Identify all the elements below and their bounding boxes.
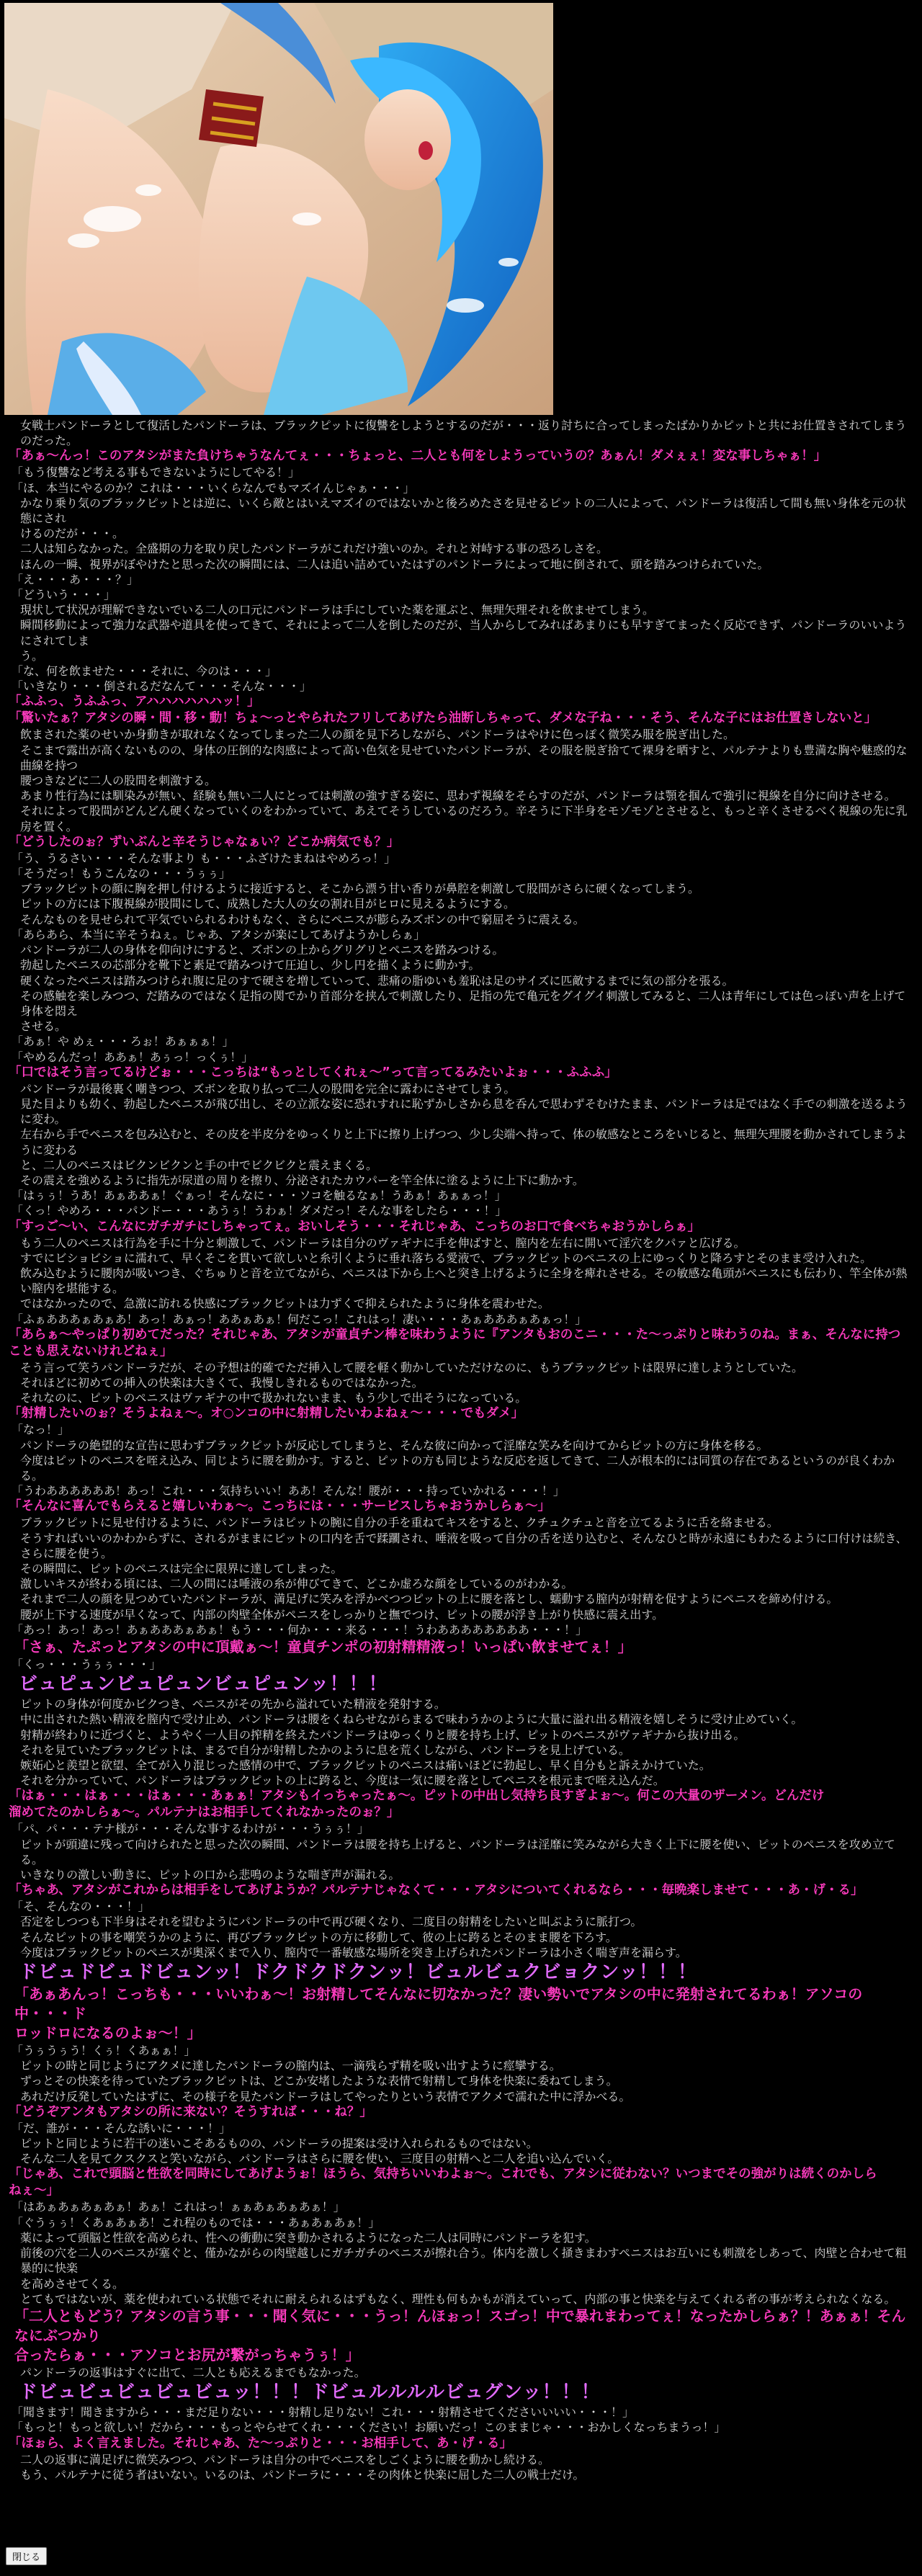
dialogue-line: 「うぅうぅう！くぅ！くあぁぁ！」 [12, 2044, 196, 2058]
dialogue-line: ロッドロになるのよぉ～！」 [14, 2024, 202, 2042]
narration-line: ほんの一瞬、視界がぼやけたと思った次の瞬間には、二人は追い詰めていたはずのパンドーラによって地に倒されて、頭を踏みつけられていた。 [20, 557, 769, 571]
narration-line: 中に出された熱い精液を膣内で受け止め、パンドーラは腰をくねらせながらまるで味わうかのように大量に溢れ出る精液を嬉しそうに受け止めていく。 [20, 1712, 803, 1727]
narration-line: パンドーラの返事はすぐに出て、二人とも応えるまでもなかった。 [20, 2365, 366, 2379]
narration-line: そこまで露出が高くないものの、身体の圧倒的な肉感によって高い色気を見せていたパンドーラが、その服を脱ぎ捨てて裸身を晒すと、パルテナよりも豊満な胸や魅惑的な曲線を持つ [20, 743, 908, 772]
narration-line: そんなものを見せられて平気でいられるわけもなく、さらにペニスが膨らみズボンの中で窮屈そうに震える。 [20, 912, 585, 926]
narration-line: とてもではないが、薬を使われている状態でそれに耐えられるはずもなく、理性も何もかもが消えていって、内部の事と快楽を与えてくれる者の事が考えられなくなる。 [20, 2291, 896, 2306]
dialogue-line: 「パ、パ・・・テナ様が・・・そんな事するわけが・・・うぅぅ！」 [12, 1822, 370, 1836]
narration-line: 二人の返事に満足げに微笑みつつ、パンドーラは自分の中でペニスをしごくように腰を動かし続ける。 [20, 2452, 550, 2467]
narration-line: う。 [20, 648, 44, 663]
narration-line: パンドーラが最後裏く嘲きつつ、ズボンを取り払って二人の股間を完全に露わにさせてしまう。 [20, 1081, 516, 1096]
dialogue-line: 「もっと！もっと欲しい！だから・・・もっとやらせてくれ・・・ください！お願いだっ！このままじゃ・・・おかしくなっちまうっ！」 [12, 2420, 726, 2435]
dialogue-line: 「ふふっ、うふふっ、アハハハハハハッ！」 [9, 694, 260, 710]
narration-line: もう、パルテナに従う者はいない。いるのは、パンドーラに・・・その肉体と快楽に屈した二人の戦士だけ。 [20, 2467, 585, 2482]
dialogue-line: 「ほ、本当にやるのか？これは・・・いくらなんでもマズイんじゃぁ・・・」 [12, 480, 415, 495]
narration-line: 今度はブラックピットのペニスが奥深くまで入り、膣内で一番敏感な場所を突き上げられたパンドーラは小さく喘ぎ声を漏らす。 [20, 1945, 687, 1959]
dialogue-line: 「なっ！」 [12, 1423, 70, 1437]
dialogue-line: 「聞きます！聞きますから・・・まだ足りない・・・射精し足りない！これ・・・射精させてくださいいいい・・・！」 [12, 2405, 635, 2420]
narration-line: ではなかったので、急激に訪れる快感にブラックピットは力ずくで抑えられたように身体を震わせた。 [20, 1297, 550, 1311]
close-button[interactable]: 閉じる [6, 2547, 47, 2565]
narration-line: ずっとその快楽を待っていたブラックピットは、どこか安堵したような表情で射精して身体を快楽に委ねてしまう。 [20, 2074, 618, 2088]
dialogue-line: 「ほぉら、よく言えました。それじゃあ、た～っぷりと・・・お相手して、あ・げ・る」 [9, 2436, 512, 2451]
narration-line: させる。 [20, 1019, 67, 1034]
narration-line: その震えを強めるように指先が尿道の周りを擦り、分泌されたカウパーを竿全体に塗るように上下に動かす。 [20, 1173, 584, 1187]
narration-line: 硬くなったペニスは踏みつけられ腹に足のすで硬さを増していって、悲痛の脂ゆいも羞恥は足のサイズに匹敵するまでに気の部分を張る。 [20, 973, 734, 988]
narration-line: 飲まされた薬のせいか身動きが取れなくなってしまった二人の顔を見下ろしながら、パンドーラはやけに色っぽく微笑み服を脱ぎ出した。 [20, 728, 735, 742]
narration-line: ピットの身体が何度かビクつき、ペニスがその先から溢れていた精液を発射する。 [20, 1697, 446, 1712]
anime-illustration-icon [4, 3, 553, 415]
dialogue-line: 「そんなに喜んでもらえると嬉しいわぁ～。こっちには・・・サービスしちゃおうかしらぁ～」 [9, 1499, 550, 1514]
narration-line: ブラックピットに見せ付けるように、パンドーラはピットの腕に自分の手を重ねてキスをすると、クチュクチュと音を立てるように舌を絡ませる。 [20, 1516, 779, 1530]
narration-line: パンドーラの絶望的な宣告に思わずブラックピットが反応してしまうと、そんな彼に向かって淫靡な笑みを向けてからピットの方に身体を移る。 [20, 1438, 769, 1452]
dialogue-line: 「もう復讐など考える事もできないようにしてやる！」 [12, 465, 300, 480]
narration-line: 勃起したペニスの芯部分を靴下と素足で踏みつけて圧迫し、少し円を描くように動かす。 [20, 958, 480, 972]
sound-effect-line: ドビュドビュドビュンッ！ドクドクドクンッ！ビュルビュクビョクンッ！！！ [19, 1962, 697, 1984]
dialogue-line: 「うわああああああ！あっ！これ・・・気持ちいい！ああ！そんな！腰が・・・持っていかれる・・・！」 [12, 1484, 565, 1498]
dialogue-line: 「驚いたぁ？アタシの瞬・間・移・動！ちょ～っとやられたフリしてあげたら油断しちゃって、ダメな子ね・・・そう、そんな子にはお仕置きしないと」 [9, 711, 877, 726]
dialogue-line: 「あっ！あっ！あっ！あぁあああぁあぁ！もう・・・何か・・・来る・・・！うわああああああああ・・・！」 [12, 1622, 588, 1637]
dialogue-line: 「そうだっ！もうこんなの・・・うぅぅ」 [12, 867, 231, 881]
dialogue-line: 「だ、誰が・・・そんな誘いに・・・！」 [12, 2121, 231, 2135]
dialogue-line: ことも思えないけれどねぇ」 [9, 1343, 173, 1359]
narration-line: すでにビショビショに濡れて、早くそこを貫いて欲しいと糸引くように垂れ落ちる愛液で、ブラックピットのペニスの上にゆっくりと降ろすとそのまま受け入れた。 [20, 1251, 872, 1265]
narration-line: そんな二人を見てクスクスと笑いながら、パンドーラはさらに腰を使い、三度目の射精へと二人を追い込んでいく。 [20, 2152, 619, 2166]
narration-line: かなり乗り気のブラックピットとは逆に、いくら敵とはいえマズイのではないかと後ろめたさを見せるピットの二人によって、パンドーラは復活して間も無い身体を元の状態にされ [20, 496, 906, 526]
narration-line: それなのに、ピットのペニスはヴァギナの中で扱かれないまま、もう少しで出そうになっている。 [20, 1391, 527, 1405]
dialogue-line: 「口ではそう言ってるけどぉ・・・こっちは“もっとしてくれぇ～”って言ってるみたいよぉ・・・ふふふ」 [9, 1065, 617, 1080]
narration-line: もう二人のペニスは行為を手に十分と刺激して、パンドーラは自分のヴァギナに手を伸ばすと、膣内を左右に開いて淫穴をクパァと広げる。 [20, 1235, 746, 1250]
narration-line: ピットと同じように若干の迷いこそあるものの、パンドーラの提案は受け入れられるものではない。 [20, 2137, 538, 2151]
dialogue-line: 「どうぞアンタもアタシの所に来ない？そうすれば・・・ね？」 [9, 2104, 372, 2119]
narration-line: 嫉妬心と羨望と欲望、全てが入り混じった感情の中で、ブラックピットのペニスは痛いほどに勃起し、早く自分もと訴えかけていた。 [20, 1758, 711, 1773]
dialogue-line: 「あぁ！や めぇ・・・ろぉ！あぁぁぁ！」 [12, 1034, 234, 1049]
story-text [9, 418, 913, 2482]
narration-line: パンドーラが二人の身体を仰向けにすると、ズボンの上からグリグリとペニスを踏みつける。 [20, 943, 504, 957]
narration-line: あれだけ反発していたはずに、その様子を見たパンドーラはしてやったりという表情でアクメで濡れた中に浮かべる。 [20, 2089, 631, 2103]
dialogue-line: 「いきなり・・・倒されるだなんて・・・そんな・・・」 [12, 679, 312, 694]
narration-line: その感触を楽しみつつ、だ踏みのではなく足指の関でかり首部分を挟んで刺激したり、足指の先で亀元をグイグイ刺激してみると、二人は青年にしては色っぽい声を上げて身体を悶え [20, 988, 906, 1018]
dialogue-line: 「ちゃあ、アタシがこれからは相手をしてあげようか？パルテナじゃなくて・・・アタシについてくれるなら・・・毎晩楽しませて・・・あ・げ・る」 [9, 1883, 864, 1898]
narration-line: 否定をしつつも下半身はそれを望むようにパンドーラの中で再び硬くなり、二度目の射精をしたいと叫ぶように脈打つ。 [20, 1915, 643, 1929]
dialogue-line: 「え・・・あ・・・？」 [12, 572, 139, 586]
narration-line: ブラックピットの顔に胸を押し付けるように接近すると、そこから漂う甘い香りが鼻腔を刺激して股間がさらに硬くなってしまう。 [20, 882, 700, 896]
narration-line: 腰が上下する速度が早くなって、内部の肉壁全体がペニスをしっかりと撫でつけ、ピットの腰が浮き上がり快感に震え出す。 [20, 1607, 664, 1622]
narration-line: ピットの方には下腹視線が股間にして、成熟した大人の女の割れ目がヒロに見えるようにする。 [20, 897, 516, 911]
narration-line: 前後の穴を二人のペニスが塞ぐと、僅かながらの肉壁越しにガチガチのペニスが擦れ合う。体内を激しく掻きまわすペニスはお互いにも刺激をしあって、肉壁と合わせて粗暴的に快楽 [20, 2246, 907, 2276]
narration-line: けるのだが・・・。 [20, 527, 125, 541]
narration-line: 射精が終わりに近づくと、ようやく一人目の搾精を終えたパンドーラはゆっくりと腰を持ち上げ、ピットのペニスがヴァギナから抜け出る。 [20, 1727, 746, 1742]
dialogue-line: 「ふぁあああぁあぁあ！あっ！あぁっ！ああぁあぁ！何だこっ！これはっ！凄い・・・あぁあああぁあぁっ！」 [12, 1312, 587, 1326]
story-illustration [4, 3, 553, 415]
narration-line: を高めさせてくる。 [20, 2276, 125, 2291]
dialogue-line: 「そ、そんなの・・・！」 [12, 1900, 150, 1914]
narration-line: そうすればいいのかわからずに、されるがままにピットの口内を舌で蹂躙され、唾液を吸って自分の舌を送り込むと、そんなひと時が永遠にもわたるように口付けは続き、さらに腰を使う。 [20, 1531, 908, 1560]
narration-line: いきなりの激しい動きに、ピットの口から悲鳴のような喘ぎ声が漏れる。 [20, 1868, 400, 1882]
dialogue-line: 「あぁあんっ！こっちも・・・いいわぁ～！お射精してそんなに切なかった？凄い勢いでアタシの中に発射されてるわぁ！アソコの中・・・ド [14, 1985, 863, 2023]
dialogue-line: 「じゃあ、これで頭脳と性欲を同時にしてあげようぉ！ほうら、気持ちいいわよぉ～。これでも、アタシに従わない？いつまでその強がりは続くのかしら [9, 2167, 877, 2182]
dialogue-line: 「どういう・・・」 [12, 588, 116, 602]
dialogue-line: ねぇ～」 [9, 2183, 59, 2199]
dialogue-line: 「二人ともどう？アタシの言う事・・・聞く気に・・・うっ！んほぉっ！スゴっ！中で暴れまわってぇ！なったかしらぁ？！あぁぁ！そんなにぶつかり [14, 2307, 906, 2344]
dialogue-line: 「くっ・・・うぅぅ・・・」 [12, 1658, 161, 1672]
dialogue-line: 「はぁ・・・はぁ・・・はぁ・・・あぁぁ！アタシもイっちゃったぁ～。ピットの中出し気持ち良すぎよぉ～。何この大量のザーメン。どんだけ [9, 1789, 825, 1804]
dialogue-line: 「あぁ～んっ！このアタシがまた負けちゃうなんてぇ・・・ちょっと、二人とも何をしようっていうの？あぁん！ダメぇぇ！変な事しちゃぁ！」 [9, 449, 827, 464]
dialogue-line: 「ぐうぅぅ！くあぁあぁあ！これ程のものでは・・・あぁあぁあぁ！」 [12, 2215, 380, 2230]
dialogue-line: 「くっ！やめろ・・・パンドー・・・あうぅ！うわぁ！ダメだっ！そんな事をしたら・・・！」 [12, 1204, 507, 1218]
dialogue-line: 「う、うるさい・・・そんな事より も・・・ふざけたまねはやめろっ！」 [12, 851, 396, 865]
narration-line: あまり性行為には馴染みが無い、経験も無い二人にとっては刺激の強すぎる姿に、思わず視線をそらすのだが、パンドーラは顎を掴んで強引に視線を自分に向けさせる。 [20, 789, 896, 803]
narration-line: ピットの時と同じようにアクメに達したパンドーラの膣内は、一滴残らず精を吸い出すように痙攣する。 [20, 2059, 561, 2073]
narration-line: それを見ていたブラックピットは、まるで自分が射精したかのように息を荒くしながら、パンドーラを見上げている。 [20, 1743, 630, 1757]
narration-line: 左右から手でペニスを包み込むと、その皮を半皮分をゆっくりと上下に擦り上げつつ、少し尖端へ持って、体の敏感なところをいじると、無理矢理腰を動かされてしまうように変わる [20, 1127, 907, 1157]
dialogue-line: 「やめるんだっ！ああぁ！あぅっ！っくぅ！」 [12, 1050, 254, 1064]
narration-line: それを分かっていて、パンドーラはブラックピットの上に跨ると、今度は一気に腰を落としてペニスを根元まで咥え込んだ。 [20, 1774, 665, 1788]
narration-line: その瞬間に、ピットのペニスは完全に限界に達してしまった。 [20, 1562, 343, 1575]
dialogue-line: 「な、何を飲ませた・・・それに、今のは・・・」 [12, 664, 277, 679]
narration-line: それまで二人の顔を見つめていたパンドーラが、満足げに笑みを浮かべつつピットの上に腰を落とし、蠕動する膣内が射精を促すようにペニスを締め付ける。 [20, 1592, 838, 1606]
dialogue-line: 「すっご～い、こんなにガチガチにしちゃってぇ。おいしそう・・・それじゃあ、こっちのお口で食べちゃおうかしらぁ」 [9, 1219, 701, 1234]
dialogue-line: 溜めてたのかしらぁ～。パルテナはお相手してくれなかったのぉ？」 [9, 1805, 400, 1820]
narration-line: そんなピットの事を嘲笑うかのように、再びブラックピットの方に移動して、彼の上に跨るとそのまま腰を下ろす。 [20, 1930, 617, 1944]
narration-line: 飲み込むように腰肉が吸いつき、ぐちゅりと音を立てながら、ペニスは下から上へと突き上げるように全身を痺れさせる。その敏感な亀頭がペニスにも伝わり、竿全体が熱い膣内を堪能する。 [20, 1266, 908, 1296]
narration-line: 瞬間移動によって強力な武器や道具を使ってきて、それによって二人を倒したのだが、当人からしてみればあまりにも早すぎてまったく反応できず、パンドーラのいいようにされてしま [20, 618, 907, 648]
dialogue-line: 合ったらぁ・・・アソコとお尻が繋がっちゃうぅ！」 [14, 2345, 360, 2363]
sound-effect-line: ドビュビュビュビュビュッ！！！ドビュルルルルビュグンッ！！！ [19, 2382, 601, 2404]
narration-line: ピットが頭違に残って向けられたと思った次の瞬間、パンドーラは腰を持ち上げると、パンドーラは淫靡に笑みながら大きく上下に腰を使い、ピットのペニスを攻め立てる。 [20, 1837, 895, 1866]
dialogue-line: 「はぅぅ！うあ！あぁああぁ！ぐぁっ！そんなに・・・ソコを触るなぁ！うあぁ！あぁぁっ！」 [12, 1189, 506, 1203]
narration-line: それによって股間がどんどん硬くなっていくのをわかっていて、あえてそうしているのだろう。辛そうに下半身をモゾモゾとさせると、もっと辛くさせるべく視線の先に乳房を置く。 [20, 804, 908, 833]
dialogue-line: 「さぁ、たぷっとアタシの中に頂戴ぁ～！童貞チンポの初射精精液っ！いっぱい飲ませてぇ！」 [14, 1638, 632, 1656]
narration-line: 女戦士パンドーラとして復活したパンドーラは、ブラックピットに復讐をしようとするのだが・・・返り討ちに合ってしまったばかりかピットと共にお仕置きされてしまうのだった。 [20, 419, 907, 448]
narration-line: 薬によって頭脳と性欲を高められ、性への衝動に突き動かされるようになった二人は同時にパンドーラを犯す。 [20, 2230, 596, 2245]
dialogue-line: 「どうしたのぉ？ずいぶんと辛そうじゃなぁい？どこか病気でも？」 [9, 834, 400, 849]
narration-line: 今度はピットのペニスを咥え込み、同じように腰を動かす。すると、ピットの方も同じような反応を返してきて、二人が根本的には同質の存在であるというのが良くわかる。 [20, 1453, 895, 1482]
narration-line: 二人は知らなかった。全盛期の力を取り戻したパンドーラがこれだけ強いのか。それと対峙する事の恐ろしさを。 [20, 542, 609, 556]
dialogue-line: 「はあぁあぁあぁあぁ！あぁ！これはっ！ぁぁあぁあぁあぁ！」 [12, 2200, 345, 2214]
sound-effect-line: ビュピュンビュピュンビュピュンッ！！！ [19, 1673, 388, 1696]
narration-line: 激しいキスが終わる頃には、二人の間には唾液の糸が伸びてきて、どこか虚ろな顔をしているのがわかる。 [20, 1577, 573, 1591]
narration-line: 現状して状況が理解できないでいる二人の口元にパンドーラは手にしていた薬を運ぶと、無理矢理それを飲ませてしまう。 [20, 603, 655, 617]
narration-line: そう言って笑うパンドーラだが、その予想は的確でただ挿入して腰を軽く動かしていただけなのに、もうブラックピットは限界に達しようとしていた。 [20, 1360, 804, 1374]
dialogue-line: 「あらあら、本当に辛そうねぇ。じゃあ、アタシが楽にしてあげようかしらぁ」 [12, 927, 426, 942]
narration-line: 見た目よりも幼く、勃起したペニスが飛び出し、その立派な姿に恐れすれに恥ずかしさから息を呑んで思わずそむけたまま、パンドーラは足ではなく手での刺激を送るように変わ。 [20, 1096, 908, 1127]
narration-line: 腰つきなどに二人の股間を刺激する。 [20, 774, 217, 788]
dialogue-line: 「射精したいのぉ？そうよねぇ～。オ○ンコの中に射精したいわよねぇ～・・・でもダメ」 [9, 1406, 524, 1421]
dialogue-line: 「あらぁ～やっぱり初めてだった？それじゃあ、アタシが童貞チン棒を味わうように『アンタもおのこニ・・・た～っぷりと味わうのね。まぁ、そんなに持つ [9, 1327, 901, 1342]
narration-line: と、二人のペニスはビクンビクンと手の中でビクビクと震えまくる。 [20, 1158, 378, 1172]
narration-line: それほどに初めての挿入の快楽は大きくて、我慢しきれるものではなかった。 [20, 1375, 424, 1390]
